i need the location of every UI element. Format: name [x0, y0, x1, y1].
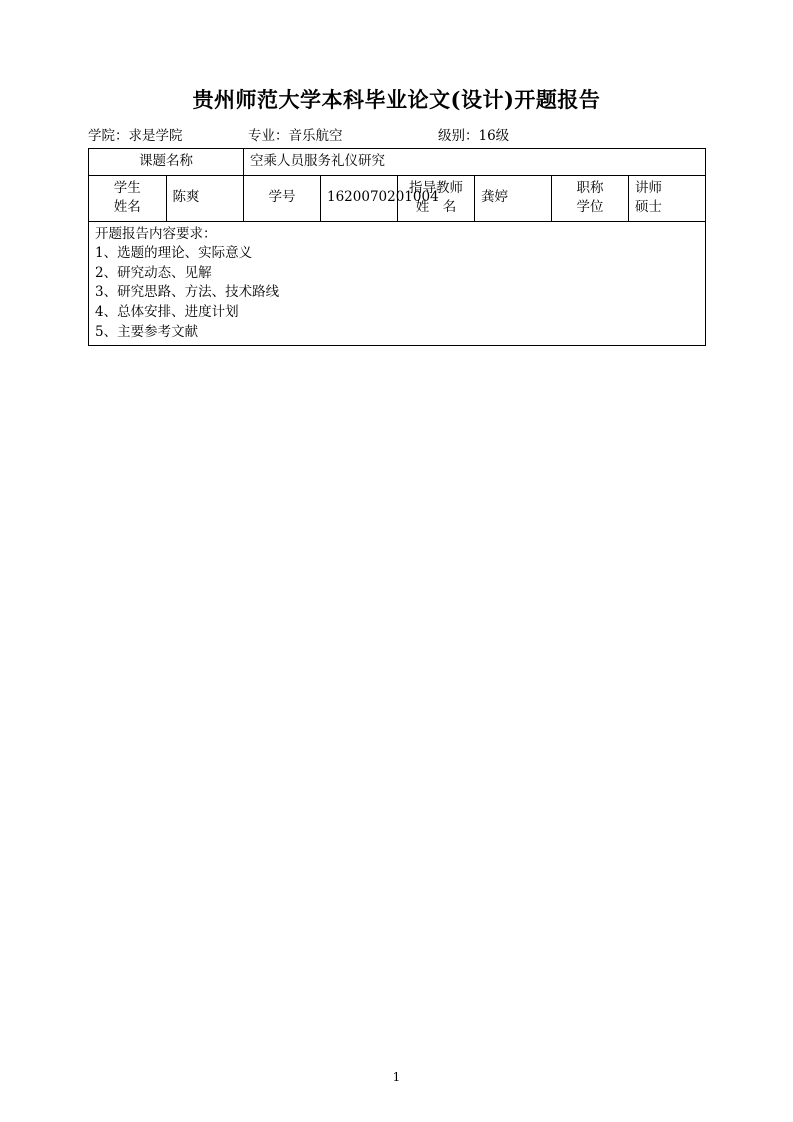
- requirement-item: 1、选题的理论、实际意义: [95, 245, 253, 262]
- title-degree-value-line1: 讲师: [635, 179, 662, 196]
- college-label: 学院：: [88, 128, 129, 144]
- grade-field: [438, 124, 618, 144]
- title-degree-label: [552, 175, 629, 221]
- meta-row: [88, 124, 688, 144]
- requirements-cell: [89, 221, 706, 345]
- requirement-item: 5、主要参考文献: [95, 323, 199, 340]
- student-id-label: 学号: [244, 175, 321, 221]
- major-label: 专业：: [248, 128, 289, 144]
- table-row-student: [89, 175, 706, 221]
- college-value: 求是学院: [128, 128, 183, 144]
- student-name-label-line1: 学生: [113, 179, 141, 196]
- topic-label: 课题名称: [89, 149, 244, 176]
- student-id-value: 1620070201004: [321, 175, 398, 221]
- requirement-item: 2、研究动态、见解: [95, 264, 212, 281]
- requirement-item: 4、总体安排、进度计划: [95, 303, 239, 320]
- requirements-heading: 开题报告内容要求：: [95, 225, 217, 242]
- title-degree-label-line2: 学位: [576, 199, 604, 216]
- student-name-label-line2: 姓名: [113, 199, 141, 216]
- report-header-table: [88, 148, 706, 346]
- title-degree-value-line2: 硕士: [635, 199, 662, 216]
- college-field: [88, 124, 248, 144]
- topic-value: 空乘人员服务礼仪研究: [244, 149, 706, 176]
- page-title: 贵州师范大学本科毕业论文(设计)开题报告: [192, 87, 601, 112]
- advisor-label-line2: 姓 名: [415, 199, 457, 216]
- advisor-value: 龚婷: [475, 175, 552, 221]
- grade-label: 级别：: [438, 128, 479, 144]
- table-row-topic: [89, 149, 706, 176]
- grade-value: 16级: [478, 128, 510, 144]
- title-degree-label-line1: 职称: [576, 179, 604, 196]
- title-degree-value: [629, 175, 706, 221]
- table-row-requirements: [89, 221, 706, 345]
- page-number: 1: [392, 1070, 401, 1084]
- major-value: 音乐航空: [288, 128, 343, 144]
- major-field: [248, 124, 438, 144]
- requirement-item: 3、研究思路、方法、技术路线: [95, 284, 280, 301]
- advisor-label-line1: 指导教师: [409, 179, 463, 196]
- student-name-label: [89, 175, 167, 221]
- student-name-value: 陈爽: [166, 175, 244, 221]
